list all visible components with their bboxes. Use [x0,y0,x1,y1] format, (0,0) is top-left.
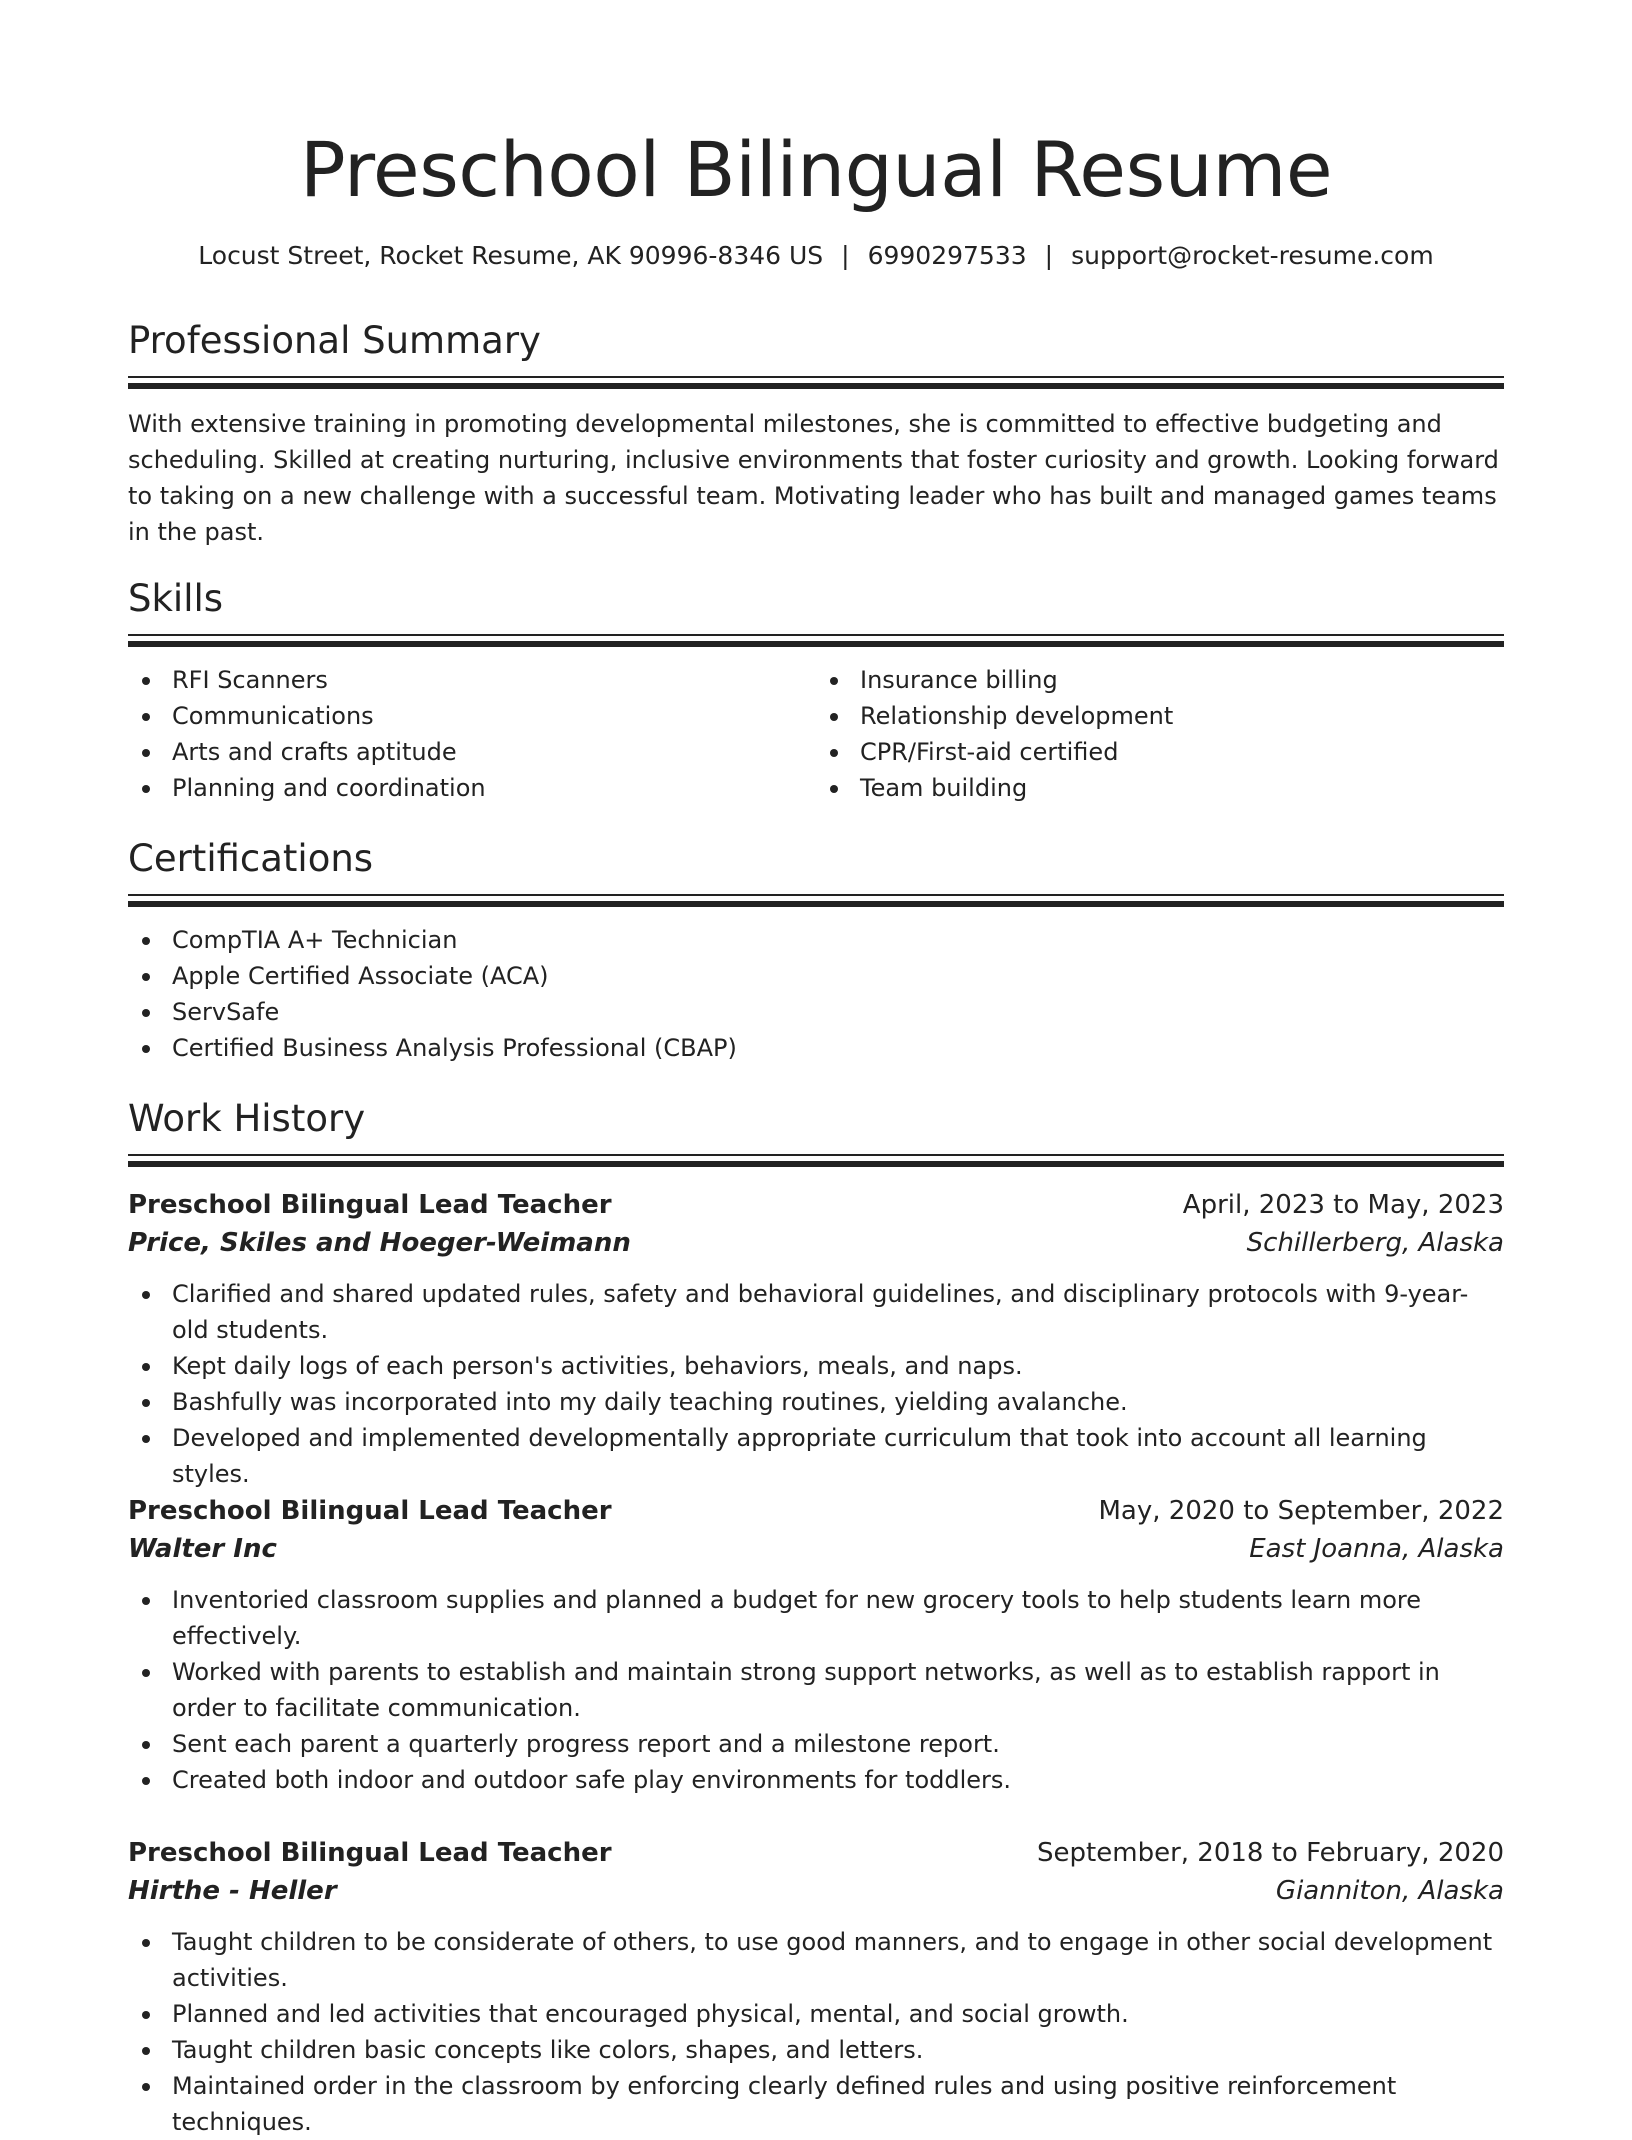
job-header-row [128,1834,1504,1872]
skill-item: Planning and coordination [128,770,816,806]
job-entry [128,1492,1504,1798]
job-location: Gianniton, Alaska [1275,1876,1504,1906]
duty-item: Taught children to be considerate of others, to use good manners, and to engage in other social development activities. [128,1924,1504,1996]
skill-item: Communications [128,698,816,734]
job-duties [128,1924,1504,2140]
job-entry [128,1834,1504,2140]
section-heading: Certifications [128,837,374,880]
job-header-row [128,1186,1504,1224]
duty-item: Worked with parents to establish and maintain strong support networks, as well as to establish rapport in order to facilitate communication. [128,1654,1504,1726]
job-title: Preschool Bilingual Lead Teacher [128,1190,612,1220]
job-location: Schillerberg, Alaska [1246,1228,1504,1258]
summary-section [128,316,1504,550]
duty-item: Created both indoor and outdoor safe play environments for toddlers. [128,1762,1504,1798]
job-title: Preschool Bilingual Lead Teacher [128,1496,612,1526]
skill-item: Relationship development [816,698,1504,734]
certifications-section [128,834,1504,1066]
duty-item: Taught children basic concepts like colors, shapes, and letters. [128,2032,1504,2068]
skill-item: CPR/First-aid certified [816,734,1504,770]
skill-item: Insurance billing [816,662,1504,698]
contact-address: Locust Street, Rocket Resume, AK 90996-8346 US [198,241,824,270]
resume-title: Preschool Bilingual Resume [299,125,1333,214]
certification-item: ServSafe [128,994,1504,1030]
contact-separator: | [841,241,850,270]
duty-item: Planned and led activities that encouraged physical, mental, and social growth. [128,1996,1504,2032]
skills-columns [128,662,1504,806]
job-duties [128,1276,1504,1492]
job-company: Walter Inc [128,1534,277,1564]
skills-list-left [128,662,816,806]
job-company-row [128,1530,1504,1568]
skill-item: RFI Scanners [128,662,816,698]
job-dates: May, 2020 to September, 2022 [1098,1496,1504,1526]
job-company-row [128,1224,1504,1262]
section-heading: Work History [128,1097,366,1140]
job-title: Preschool Bilingual Lead Teacher [128,1838,612,1868]
section-heading: Skills [128,577,224,620]
job-company: Hirthe - Heller [128,1876,337,1906]
duty-item: Inventoried classroom supplies and planned a budget for new grocery tools to help students learn more effectively. [128,1582,1504,1654]
job-duties [128,1582,1504,1798]
job-entry [128,1186,1504,1492]
skill-item: Arts and crafts aptitude [128,734,816,770]
section-divider [128,634,1504,646]
certification-item: Apple Certified Associate (ACA) [128,958,1504,994]
duty-item: Kept daily logs of each person's activities, behaviors, meals, and naps. [128,1348,1504,1384]
section-divider [128,376,1504,388]
section-heading: Professional Summary [128,319,541,362]
contact-separator: | [1044,241,1054,270]
duty-item: Clarified and shared updated rules, safety and behavioral guidelines, and disciplinary protocols with 9-year-old students. [128,1276,1504,1348]
job-header-row [128,1492,1504,1530]
job-dates: April, 2023 to May, 2023 [1182,1190,1504,1220]
job-company: Price, Skiles and Hoeger-Weimann [128,1228,631,1258]
duty-item: Maintained order in the classroom by enforcing clearly defined rules and using positive reinforcement techniques. [128,2068,1504,2140]
skills-section [128,574,1504,806]
contact-phone: 6990297533 [867,241,1027,270]
work-history-section [128,1094,1504,1166]
duty-item: Developed and implemented developmentally appropriate curriculum that took into account all learning styles. [128,1420,1504,1492]
contact-email: support@rocket-resume.com [1071,241,1434,270]
summary-text: With extensive training in promoting developmental milestones, she is committed to effective budgeting and scheduling. Skilled at creating nurturing, inclusive environments that foster curiosity and growth. Looking forward to taking on a new challenge with a successful team. Motivating leader who has built and managed games teams in the past. [128,410,1499,546]
skill-item: Team building [816,770,1504,806]
contact-line [128,238,1504,274]
certification-item: CompTIA A+ Technician [128,922,1504,958]
duty-item: Sent each parent a quarterly progress report and a milestone report. [128,1726,1504,1762]
certifications-list [128,922,1504,1066]
certification-item: Certified Business Analysis Professional (CBAP) [128,1030,1504,1066]
skills-list-right [816,662,1504,806]
section-divider [128,1154,1504,1166]
job-location: East Joanna, Alaska [1249,1534,1504,1564]
section-divider [128,894,1504,906]
job-company-row [128,1872,1504,1910]
job-dates: September, 2018 to February, 2020 [1037,1838,1504,1868]
duty-item: Bashfully was incorporated into my daily teaching routines, yielding avalanche. [128,1384,1504,1420]
